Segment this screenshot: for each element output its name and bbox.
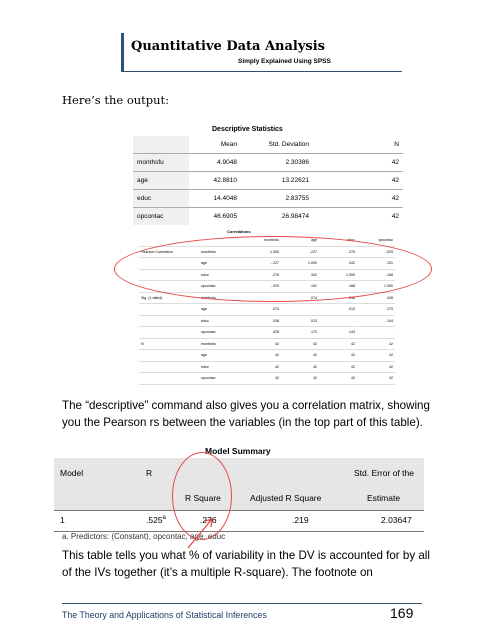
book-subtitle: Simply Explained Using SPSS bbox=[238, 58, 331, 65]
cell: 42 bbox=[281, 361, 319, 373]
cell: 42 bbox=[357, 350, 395, 362]
cell: . bbox=[243, 292, 281, 304]
cell: -.227 bbox=[281, 246, 319, 258]
intro-heading: Here’s the output: bbox=[62, 93, 170, 107]
row-label: age bbox=[199, 304, 243, 316]
header-cell: N bbox=[394, 141, 399, 148]
header-adj-r-square: Adjusted R Square bbox=[250, 493, 322, 503]
cell: -.029 bbox=[357, 246, 395, 258]
cell: 1.000 bbox=[319, 269, 357, 281]
cell-r: .525$^a$ bbox=[146, 515, 166, 525]
row-label: opcontac bbox=[133, 208, 189, 226]
header-r-square: R Square bbox=[185, 493, 221, 503]
cell: .013 bbox=[281, 315, 319, 327]
cell: 42 bbox=[281, 350, 319, 362]
header-r: R bbox=[146, 468, 153, 478]
cell: 42 bbox=[319, 338, 357, 350]
cell: .038 bbox=[319, 292, 357, 304]
cell: .342 bbox=[319, 258, 357, 270]
cell: 42 bbox=[319, 350, 357, 362]
cell: .276 bbox=[319, 246, 357, 258]
cell: .038 bbox=[243, 315, 281, 327]
cell: .151 bbox=[357, 258, 395, 270]
cell-model: 1 bbox=[60, 515, 65, 525]
cell: 1.000 bbox=[281, 258, 319, 270]
header-estimate: Estimate bbox=[367, 493, 401, 503]
cell: 42 bbox=[313, 154, 403, 172]
correlations-title: Correlations bbox=[227, 229, 251, 234]
header-cell: educ bbox=[319, 235, 357, 246]
cell: . bbox=[319, 315, 357, 327]
header-cell: Std. Deviation bbox=[268, 141, 309, 148]
cell: 42 bbox=[357, 361, 395, 373]
descriptive-stats-title: Descriptive Statistics bbox=[212, 126, 283, 133]
header-std-error: Std. Error of the bbox=[354, 468, 414, 478]
cell-r-square: .276 bbox=[200, 515, 217, 525]
cell: .151 bbox=[281, 281, 319, 293]
cell: .342 bbox=[281, 269, 319, 281]
cell: .074 bbox=[281, 292, 319, 304]
cell: 42.8810 bbox=[189, 172, 241, 190]
cell: 42 bbox=[243, 338, 281, 350]
cell: 46.6905 bbox=[189, 208, 241, 226]
row-label: age bbox=[199, 350, 243, 362]
row-label: monthsfu bbox=[199, 246, 243, 258]
cell: 42 bbox=[313, 190, 403, 208]
header-model: Model bbox=[60, 468, 84, 478]
cell: 1.000 bbox=[243, 246, 281, 258]
cell: .170 bbox=[281, 327, 319, 339]
header-cell: monthsfu bbox=[243, 235, 281, 246]
cell: 42 bbox=[319, 373, 357, 385]
cell: 4.9048 bbox=[189, 154, 241, 172]
footer-rule bbox=[62, 603, 422, 604]
cell: 42 bbox=[357, 338, 395, 350]
cell: .168 bbox=[319, 281, 357, 293]
cell: 14.4048 bbox=[189, 190, 241, 208]
cell: 42 bbox=[281, 373, 319, 385]
header-cell: Mean bbox=[220, 141, 237, 148]
cell: -.227 bbox=[243, 258, 281, 270]
paragraph-correlation: The “descriptive” command also gives you a correlation matrix, showing you the Pearson rs between the variables (in the top part of this table). bbox=[62, 399, 430, 429]
model-summary-footnote: a. Predictors: (Constant), opcontac, age, educ bbox=[62, 532, 226, 541]
cell: 42 bbox=[313, 172, 403, 190]
row-label: educ bbox=[199, 361, 243, 373]
cell: 2.30386 bbox=[241, 154, 313, 172]
row-label: educ bbox=[133, 190, 189, 208]
group-label: Sig. (1-tailed) bbox=[139, 292, 199, 304]
cell: 26.98474 bbox=[241, 208, 313, 226]
cell: .428 bbox=[243, 327, 281, 339]
header-cell: age bbox=[281, 235, 319, 246]
cell: 1.000 bbox=[357, 281, 395, 293]
cell-std-error: 2.03647 bbox=[381, 515, 412, 525]
row-label: age bbox=[199, 258, 243, 270]
cell: 2.83755 bbox=[241, 190, 313, 208]
row-label: monthsfu bbox=[199, 338, 243, 350]
row-label: age bbox=[133, 172, 189, 190]
cell: 42 bbox=[281, 338, 319, 350]
cell: .428 bbox=[357, 292, 395, 304]
cell: .074 bbox=[243, 304, 281, 316]
cell: .170 bbox=[357, 304, 395, 316]
cell: . bbox=[281, 304, 319, 316]
cell: .168 bbox=[357, 269, 395, 281]
group-label: Pearson Correlation bbox=[139, 246, 199, 258]
cell: -.029 bbox=[243, 281, 281, 293]
cell: 42 bbox=[319, 361, 357, 373]
cell: 42 bbox=[243, 373, 281, 385]
row-label: educ bbox=[199, 315, 243, 327]
row-label: opcontac bbox=[199, 327, 243, 339]
cell: 42 bbox=[313, 208, 403, 226]
cell-adj-r-square: .219 bbox=[292, 515, 309, 525]
model-summary-title: Model Summary bbox=[205, 446, 271, 456]
cell: .144 bbox=[357, 315, 395, 327]
cell: .276 bbox=[243, 269, 281, 281]
cell: . bbox=[357, 327, 395, 339]
header-cell: opcontac bbox=[357, 235, 395, 246]
row-label: monthsfu bbox=[133, 154, 189, 172]
cell: 42 bbox=[357, 373, 395, 385]
cell: .013 bbox=[319, 304, 357, 316]
cell: 13.22621 bbox=[241, 172, 313, 190]
cell: 42 bbox=[243, 350, 281, 362]
cell: 42 bbox=[243, 361, 281, 373]
row-label: monthsfu bbox=[199, 292, 243, 304]
row-label: educ bbox=[199, 269, 243, 281]
cell: .144 bbox=[319, 327, 357, 339]
group-label: N bbox=[139, 338, 199, 350]
row-label: opcontac bbox=[199, 373, 243, 385]
book-title: Quantitative Data Analysis bbox=[131, 39, 325, 54]
page-number: 169 bbox=[390, 605, 414, 621]
paragraph-model-summary: This table tells you what % of variability in the DV is accounted for by all of the IVs together (it’s a multiple R-square). The footnote on bbox=[62, 549, 430, 579]
row-label: opcontac bbox=[199, 281, 243, 293]
footer-title: The Theory and Applications of Statistical Inferences bbox=[62, 610, 267, 620]
